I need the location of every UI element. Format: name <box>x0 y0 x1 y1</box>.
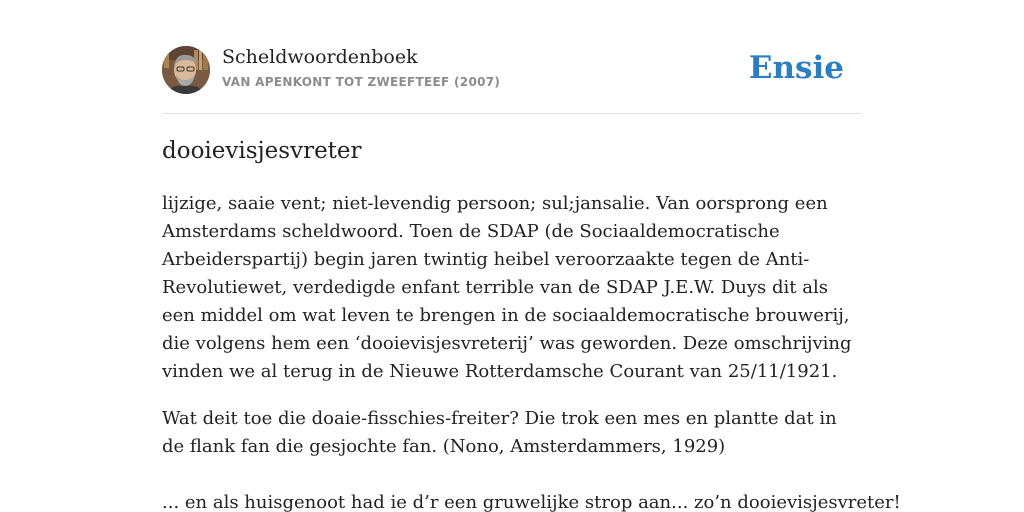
entry-paragraph-example: ... en als huisgenoot had ie d’r een gruwelijke strop aan... zo’n dooievisjesvreter! <box>162 492 901 512</box>
author-portrait-icon[interactable] <box>162 46 210 94</box>
entry-content <box>162 190 901 512</box>
header <box>162 46 862 96</box>
book-subtitle: VAN APENKONT TOT ZWEEFTEEF (2007) <box>222 75 501 89</box>
book-title[interactable]: Scheldwoordenboek <box>222 46 418 68</box>
entry-paragraph-definition: lijzige, saaie vent; niet-levendig persoon; sul;jansalie. Van oorsprong een Amsterdams scheldwoord. Toen de SDAP (de Sociaaldemocratische Arbeiderspartij) begin jaren twintig heibel veroorzaakte tegen de Anti-Revolutiewet, verdedigde enfant terrible van de SDAP J.E.W. Duys dit als een middel om wat leven te brengen in de sociaaldemocratische brouwerij, die volgens hem een ‘dooievisjesvreterij’ was geworden. Deze omschrijving vinden we al terug in de Nieuwe Rotterdamsche Courant van 25/11/1921. <box>162 193 852 382</box>
entry-title: dooievisjesvreter <box>162 138 362 164</box>
entry-paragraph-quote: Wat deit toe die doaie-fisschies-freiter? Die trok een mes en plantte dat in de flank fan die gesjochte fan. (Nono, Amsterdammers, 1929) <box>162 408 837 457</box>
ensie-logo[interactable]: Ensie <box>748 50 844 86</box>
header-divider <box>162 113 862 114</box>
